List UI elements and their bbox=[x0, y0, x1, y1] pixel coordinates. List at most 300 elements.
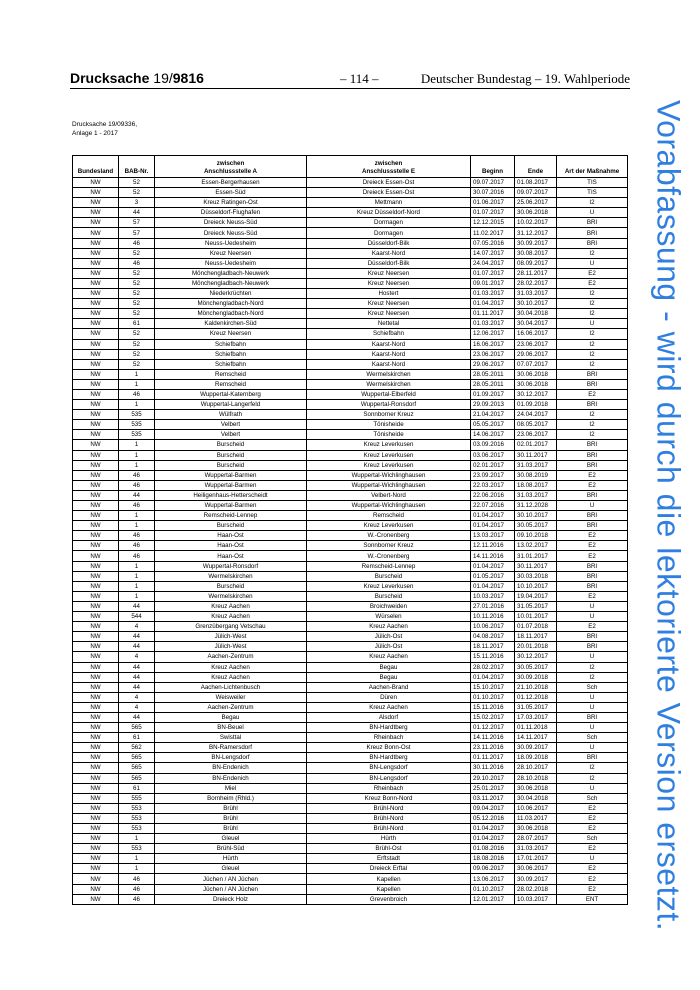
cell-bundesland: NW bbox=[73, 571, 119, 581]
cell-stelle-a: Kreuz Aachen bbox=[155, 672, 307, 682]
cell-stelle-a: Essen-Süd bbox=[155, 188, 307, 198]
cell-art: U bbox=[557, 723, 628, 733]
cell-bab: 46 bbox=[119, 874, 155, 884]
cell-ende: 28.07.2017 bbox=[515, 834, 557, 844]
cell-stelle-a: Mönchengladbach-Nord bbox=[155, 299, 307, 309]
cell-bundesland: NW bbox=[73, 379, 119, 389]
cell-stelle-e: Jülich-Ost bbox=[307, 632, 471, 642]
cell-beginn: 28.05.2011 bbox=[471, 379, 515, 389]
cell-stelle-e: Velbert-Nord bbox=[307, 490, 471, 500]
table-row bbox=[73, 349, 628, 359]
cell-stelle-e: Wermelskirchen bbox=[307, 379, 471, 389]
cell-stelle-e: Wuppertal-Wichlinghausen bbox=[307, 480, 471, 490]
cell-stelle-a: Kaldenkirchen-Süd bbox=[155, 319, 307, 329]
cell-beginn: 12.01.2017 bbox=[471, 894, 515, 904]
cell-stelle-a: Brühl bbox=[155, 803, 307, 813]
cell-art: U bbox=[557, 501, 628, 511]
cell-beginn: 01.04.2017 bbox=[471, 521, 515, 531]
cell-bundesland: NW bbox=[73, 753, 119, 763]
cell-stelle-a: Burscheid bbox=[155, 521, 307, 531]
cell-stelle-a: Wuppertal-Barmen bbox=[155, 501, 307, 511]
cell-art: E2 bbox=[557, 813, 628, 823]
cell-bab: 1 bbox=[119, 561, 155, 571]
cell-bab: 1 bbox=[119, 460, 155, 470]
cell-art: BRI bbox=[557, 490, 628, 500]
table-row bbox=[73, 571, 628, 581]
table-row bbox=[73, 773, 628, 783]
cell-beginn: 10.03.2017 bbox=[471, 591, 515, 601]
table-row bbox=[73, 198, 628, 208]
cell-bab: 1 bbox=[119, 521, 155, 531]
cell-bab: 1 bbox=[119, 379, 155, 389]
cell-beginn: 27.01.2016 bbox=[471, 601, 515, 611]
cell-beginn: 23.09.2017 bbox=[471, 470, 515, 480]
cell-stelle-a: Kreuz Neersen bbox=[155, 248, 307, 258]
cell-beginn: 01.07.2017 bbox=[471, 208, 515, 218]
cell-ende: 13.02.2017 bbox=[515, 541, 557, 551]
col-header-ende: Ende bbox=[515, 156, 557, 178]
cell-art: BRI bbox=[557, 521, 628, 531]
construction-sites-table bbox=[72, 155, 628, 905]
cell-stelle-e: Kapellen bbox=[307, 874, 471, 884]
cell-bundesland: NW bbox=[73, 854, 119, 864]
cell-beginn: 01.04.2017 bbox=[471, 672, 515, 682]
cell-bab: 535 bbox=[119, 420, 155, 430]
cell-beginn: 25.01.2017 bbox=[471, 783, 515, 793]
table-row bbox=[73, 884, 628, 894]
table-row bbox=[73, 581, 628, 591]
cell-bab: 46 bbox=[119, 480, 155, 490]
table-row bbox=[73, 662, 628, 672]
cell-art: TIS bbox=[557, 188, 628, 198]
cell-bundesland: NW bbox=[73, 248, 119, 258]
cell-bab: 44 bbox=[119, 490, 155, 500]
cell-bundesland: NW bbox=[73, 591, 119, 601]
table-row bbox=[73, 783, 628, 793]
cell-bab: 52 bbox=[119, 359, 155, 369]
cell-bundesland: NW bbox=[73, 864, 119, 874]
cell-bab: 1 bbox=[119, 864, 155, 874]
cell-stelle-e: Wuppertal-Ronsdorf bbox=[307, 400, 471, 410]
cell-stelle-a: Neuss-Uedesheim bbox=[155, 258, 307, 268]
cell-stelle-e: Kaarst-Nord bbox=[307, 248, 471, 258]
cell-stelle-e: Alsdorf bbox=[307, 712, 471, 722]
cell-bab: 61 bbox=[119, 319, 155, 329]
cell-bab: 52 bbox=[119, 268, 155, 278]
cell-stelle-e: Düsseldorf-Bilk bbox=[307, 238, 471, 248]
cell-stelle-e: Kreuz Leverkusen bbox=[307, 460, 471, 470]
cell-bundesland: NW bbox=[73, 420, 119, 430]
cell-bundesland: NW bbox=[73, 884, 119, 894]
cell-beginn: 18.11.2017 bbox=[471, 642, 515, 652]
cell-stelle-a: Gleuel bbox=[155, 834, 307, 844]
cell-ende: 10.03.2017 bbox=[515, 894, 557, 904]
cell-bundesland: NW bbox=[73, 723, 119, 733]
cell-ende: 30.05.2017 bbox=[515, 521, 557, 531]
cell-ende: 30.10.2017 bbox=[515, 299, 557, 309]
cell-stelle-e: Tönisheide bbox=[307, 420, 471, 430]
cell-stelle-e: Kreuz Leverkusen bbox=[307, 450, 471, 460]
cell-stelle-e: Kapellen bbox=[307, 884, 471, 894]
table-row bbox=[73, 561, 628, 571]
table-row bbox=[73, 218, 628, 228]
cell-art: U bbox=[557, 258, 628, 268]
cell-bundesland: NW bbox=[73, 763, 119, 773]
cell-beginn: 15.02.2017 bbox=[471, 712, 515, 722]
cell-bundesland: NW bbox=[73, 268, 119, 278]
cell-bab: 1 bbox=[119, 591, 155, 601]
cell-bundesland: NW bbox=[73, 299, 119, 309]
table-row bbox=[73, 743, 628, 753]
cell-stelle-e: Burscheid bbox=[307, 591, 471, 601]
cell-stelle-e: Brühl-Nord bbox=[307, 813, 471, 823]
cell-stelle-e: BN-Hardtberg bbox=[307, 753, 471, 763]
table-row bbox=[73, 258, 628, 268]
cell-stelle-a: Wuppertal-Barmen bbox=[155, 480, 307, 490]
cell-bundesland: NW bbox=[73, 208, 119, 218]
cell-ende: 18.08.2017 bbox=[515, 480, 557, 490]
cell-art: U bbox=[557, 319, 628, 329]
table-row bbox=[73, 652, 628, 662]
cell-stelle-a: Wuppertal-Katernberg bbox=[155, 389, 307, 399]
drucksache-label: Drucksache 19/9816 bbox=[70, 70, 204, 86]
cell-bundesland: NW bbox=[73, 561, 119, 571]
cell-stelle-e: Düren bbox=[307, 692, 471, 702]
cell-stelle-e: Hostert bbox=[307, 289, 471, 299]
cell-bundesland: NW bbox=[73, 359, 119, 369]
cell-bab: 57 bbox=[119, 228, 155, 238]
cell-bundesland: NW bbox=[73, 369, 119, 379]
cell-ende: 10.06.2017 bbox=[515, 803, 557, 813]
cell-beginn: 01.10.2017 bbox=[471, 884, 515, 894]
cell-bundesland: NW bbox=[73, 824, 119, 834]
cell-ende: 09.07.2017 bbox=[515, 188, 557, 198]
cell-art: U bbox=[557, 743, 628, 753]
cell-stelle-e: Begau bbox=[307, 662, 471, 672]
cell-bundesland: NW bbox=[73, 682, 119, 692]
cell-bab: 1 bbox=[119, 450, 155, 460]
cell-art: E2 bbox=[557, 470, 628, 480]
cell-art: I2 bbox=[557, 329, 628, 339]
cell-stelle-a: Haan-Ost bbox=[155, 531, 307, 541]
cell-bundesland: NW bbox=[73, 712, 119, 722]
table-row bbox=[73, 359, 628, 369]
cell-bab: 52 bbox=[119, 188, 155, 198]
cell-beginn: 16.06.2017 bbox=[471, 339, 515, 349]
cell-ende: 31.05.2017 bbox=[515, 601, 557, 611]
cell-stelle-e: Wuppertal-Wichlinghausen bbox=[307, 501, 471, 511]
cell-art: BRI bbox=[557, 450, 628, 460]
cell-art: I2 bbox=[557, 430, 628, 440]
cell-bab: 4 bbox=[119, 622, 155, 632]
cell-bundesland: NW bbox=[73, 511, 119, 521]
cell-ende: 14.11.2017 bbox=[515, 733, 557, 743]
cell-bab: 565 bbox=[119, 763, 155, 773]
cell-stelle-e: Mettmann bbox=[307, 198, 471, 208]
cell-ende: 30.04.2017 bbox=[515, 319, 557, 329]
cell-bundesland: NW bbox=[73, 652, 119, 662]
cell-stelle-e: Brühl-Nord bbox=[307, 824, 471, 834]
cell-bundesland: NW bbox=[73, 632, 119, 642]
cell-art: I2 bbox=[557, 289, 628, 299]
cell-art: BRI bbox=[557, 753, 628, 763]
cell-bab: 46 bbox=[119, 501, 155, 511]
cell-stelle-a: Aachen-Zentrum bbox=[155, 702, 307, 712]
cell-bab: 1 bbox=[119, 440, 155, 450]
cell-beginn: 09.07.2017 bbox=[471, 178, 515, 188]
cell-bundesland: NW bbox=[73, 622, 119, 632]
cell-art: E2 bbox=[557, 531, 628, 541]
cell-stelle-a: Jüchen / AN Jüchen bbox=[155, 874, 307, 884]
cell-bundesland: NW bbox=[73, 339, 119, 349]
cell-ende: 17.03.2017 bbox=[515, 712, 557, 722]
cell-bab: 553 bbox=[119, 803, 155, 813]
cell-ende: 30.04.2018 bbox=[515, 793, 557, 803]
col-header-art: Art der Maßnahme bbox=[557, 156, 628, 178]
drucksache-prefix: 19/ bbox=[153, 70, 173, 86]
cell-stelle-a: Burscheid bbox=[155, 581, 307, 591]
cell-art: I2 bbox=[557, 410, 628, 420]
table-row bbox=[73, 319, 628, 329]
table-row bbox=[73, 289, 628, 299]
cell-beginn: 13.03.2017 bbox=[471, 531, 515, 541]
cell-beginn: 01.07.2017 bbox=[471, 268, 515, 278]
cell-bundesland: NW bbox=[73, 551, 119, 561]
cell-ende: 30.09.2017 bbox=[515, 874, 557, 884]
cell-bundesland: NW bbox=[73, 460, 119, 470]
cell-bundesland: NW bbox=[73, 733, 119, 743]
table-row bbox=[73, 248, 628, 258]
cell-beginn: 22.07.2016 bbox=[471, 501, 515, 511]
cell-art: BRI bbox=[557, 218, 628, 228]
cell-bab: 44 bbox=[119, 672, 155, 682]
cell-ende: 31.03.2017 bbox=[515, 490, 557, 500]
cell-art: E2 bbox=[557, 803, 628, 813]
cell-art: U bbox=[557, 601, 628, 611]
cell-art: U bbox=[557, 612, 628, 622]
col-header-stelle-a bbox=[155, 156, 307, 178]
cell-art: E2 bbox=[557, 268, 628, 278]
cell-ende: 31.03.2017 bbox=[515, 460, 557, 470]
cell-beginn: 23.06.2017 bbox=[471, 349, 515, 359]
cell-ende: 01.07.2018 bbox=[515, 622, 557, 632]
cell-art: I2 bbox=[557, 299, 628, 309]
cell-stelle-e: Kreuz Bonn-Nord bbox=[307, 793, 471, 803]
cell-beginn: 01.11.2017 bbox=[471, 309, 515, 319]
cell-beginn: 14.11.2016 bbox=[471, 551, 515, 561]
table-row bbox=[73, 521, 628, 531]
page-header bbox=[70, 70, 630, 89]
cell-art: ENT bbox=[557, 894, 628, 904]
cell-beginn: 30.11.2016 bbox=[471, 763, 515, 773]
cell-stelle-e: BN-Hardtberg bbox=[307, 723, 471, 733]
cell-art: BRI bbox=[557, 632, 628, 642]
cell-beginn: 22.03.2017 bbox=[471, 480, 515, 490]
table-row bbox=[73, 379, 628, 389]
cell-beginn: 07.05.2016 bbox=[471, 238, 515, 248]
cell-art: I2 bbox=[557, 420, 628, 430]
table-row bbox=[73, 753, 628, 763]
cell-bab: 553 bbox=[119, 844, 155, 854]
parliament-title: Deutscher Bundestag – 19. Wahlperiode bbox=[420, 71, 630, 86]
cell-stelle-e: Kreuz Leverkusen bbox=[307, 521, 471, 531]
table-row bbox=[73, 369, 628, 379]
cell-stelle-a: Begau bbox=[155, 712, 307, 722]
cell-bundesland: NW bbox=[73, 601, 119, 611]
cell-bundesland: NW bbox=[73, 228, 119, 238]
table-row bbox=[73, 672, 628, 682]
cell-ende: 10.02.2017 bbox=[515, 218, 557, 228]
cell-stelle-a: Haan-Ost bbox=[155, 541, 307, 551]
table-row bbox=[73, 632, 628, 642]
cell-beginn: 01.05.2017 bbox=[471, 571, 515, 581]
cell-stelle-a: Kreuz Aachen bbox=[155, 662, 307, 672]
cell-art: BRI bbox=[557, 379, 628, 389]
cell-art: U bbox=[557, 652, 628, 662]
cell-beginn: 29.06.2017 bbox=[471, 359, 515, 369]
cell-stelle-a: Brühl-Süd bbox=[155, 844, 307, 854]
cell-bab: 46 bbox=[119, 258, 155, 268]
cell-beginn: 01.09.2017 bbox=[471, 389, 515, 399]
cell-stelle-a: Essen-Bergerhausen bbox=[155, 178, 307, 188]
cell-bab: 1 bbox=[119, 854, 155, 864]
cell-beginn: 13.06.2017 bbox=[471, 874, 515, 884]
cell-ende: 30.06.2018 bbox=[515, 208, 557, 218]
cell-stelle-a: BN-Beuel bbox=[155, 723, 307, 733]
cell-beginn: 05.12.2016 bbox=[471, 813, 515, 823]
cell-stelle-a: Aachen-Lichtenbusch bbox=[155, 682, 307, 692]
cell-bundesland: NW bbox=[73, 218, 119, 228]
table-row bbox=[73, 894, 628, 904]
cell-ende: 09.10.2018 bbox=[515, 531, 557, 541]
cell-beginn: 01.03.2017 bbox=[471, 289, 515, 299]
table-row bbox=[73, 531, 628, 541]
cell-beginn: 15.10.2017 bbox=[471, 682, 515, 692]
cell-bundesland: NW bbox=[73, 410, 119, 420]
cell-stelle-e: Grevenbroich bbox=[307, 894, 471, 904]
cell-stelle-a: Dreieck Holz bbox=[155, 894, 307, 904]
cell-art: I2 bbox=[557, 198, 628, 208]
cell-stelle-e: BN-Lengsdorf bbox=[307, 773, 471, 783]
cell-ende: 11.03.2017 bbox=[515, 813, 557, 823]
cell-stelle-e: Dormagen bbox=[307, 218, 471, 228]
cell-stelle-a: Velbert bbox=[155, 430, 307, 440]
cell-art: E2 bbox=[557, 541, 628, 551]
cell-art: Sch bbox=[557, 682, 628, 692]
cell-stelle-e: Wermelskirchen bbox=[307, 369, 471, 379]
cell-stelle-a: Burscheid bbox=[155, 460, 307, 470]
cell-ende: 30.06.2018 bbox=[515, 824, 557, 834]
cell-beginn: 01.06.2017 bbox=[471, 198, 515, 208]
cell-stelle-e: Kreuz Neersen bbox=[307, 278, 471, 288]
cell-beginn: 28.05.2011 bbox=[471, 369, 515, 379]
cell-stelle-e: Aachen-Brand bbox=[307, 682, 471, 692]
cell-art: E2 bbox=[557, 824, 628, 834]
cell-ende: 30.09.2018 bbox=[515, 672, 557, 682]
cell-bab: 46 bbox=[119, 551, 155, 561]
table-row bbox=[73, 339, 628, 349]
cell-stelle-e: Begau bbox=[307, 672, 471, 682]
watermark bbox=[648, 100, 688, 932]
cell-bab: 61 bbox=[119, 783, 155, 793]
table-row bbox=[73, 712, 628, 722]
cell-ende: 23.06.2017 bbox=[515, 430, 557, 440]
table-row bbox=[73, 268, 628, 278]
table-row bbox=[73, 723, 628, 733]
cell-bundesland: NW bbox=[73, 834, 119, 844]
table-row bbox=[73, 763, 628, 773]
cell-ende: 30.08.2019 bbox=[515, 470, 557, 480]
cell-art: I2 bbox=[557, 662, 628, 672]
cell-stelle-e: Dreieck Essen-Ost bbox=[307, 178, 471, 188]
cell-beginn: 03.09.2016 bbox=[471, 440, 515, 450]
cell-bab: 46 bbox=[119, 894, 155, 904]
cell-bundesland: NW bbox=[73, 743, 119, 753]
table-row bbox=[73, 834, 628, 844]
cell-stelle-a: BN-Endenich bbox=[155, 763, 307, 773]
cell-bundesland: NW bbox=[73, 238, 119, 248]
table-row bbox=[73, 228, 628, 238]
cell-beginn: 12.06.2017 bbox=[471, 329, 515, 339]
cell-bab: 3 bbox=[119, 198, 155, 208]
cell-bab: 4 bbox=[119, 652, 155, 662]
table-body bbox=[73, 178, 628, 905]
cell-bab: 565 bbox=[119, 773, 155, 783]
cell-stelle-e: Kreuz Leverkusen bbox=[307, 581, 471, 591]
table-row bbox=[73, 460, 628, 470]
cell-stelle-a: Jülich-West bbox=[155, 632, 307, 642]
cell-bab: 1 bbox=[119, 369, 155, 379]
table-row bbox=[73, 420, 628, 430]
cell-ende: 30.06.2018 bbox=[515, 369, 557, 379]
cell-bab: 52 bbox=[119, 339, 155, 349]
cell-ende: 08.05.2017 bbox=[515, 420, 557, 430]
cell-beginn: 09.06.2017 bbox=[471, 864, 515, 874]
cell-stelle-e: W.-Cronenberg bbox=[307, 551, 471, 561]
cell-bundesland: NW bbox=[73, 783, 119, 793]
cell-stelle-a: Schiefbahn bbox=[155, 339, 307, 349]
cell-bab: 1 bbox=[119, 400, 155, 410]
cell-bab: 4 bbox=[119, 692, 155, 702]
cell-ende: 30.12.2017 bbox=[515, 389, 557, 399]
cell-ende: 02.01.2017 bbox=[515, 440, 557, 450]
cell-stelle-a: BN-Ramersdorf bbox=[155, 743, 307, 753]
cell-art: Sch bbox=[557, 733, 628, 743]
cell-art: BRI bbox=[557, 642, 628, 652]
cell-ende: 18.09.2018 bbox=[515, 753, 557, 763]
cell-bab: 52 bbox=[119, 329, 155, 339]
cell-art: U bbox=[557, 702, 628, 712]
col-header-beginn: Beginn bbox=[471, 156, 515, 178]
cell-bab: 553 bbox=[119, 813, 155, 823]
cell-art: I2 bbox=[557, 248, 628, 258]
cell-stelle-a: Wuppertal-Langerfeld bbox=[155, 400, 307, 410]
cell-ende: 10.01.2017 bbox=[515, 612, 557, 622]
page-number: – 114 – bbox=[340, 71, 379, 86]
cell-beginn: 10.06.2017 bbox=[471, 622, 515, 632]
cell-beginn: 05.05.2017 bbox=[471, 420, 515, 430]
cell-stelle-a: Schiefbahn bbox=[155, 349, 307, 359]
cell-ende: 30.06.2018 bbox=[515, 379, 557, 389]
cell-stelle-a: Velbert bbox=[155, 420, 307, 430]
cell-stelle-a: Dreieck Neuss-Süd bbox=[155, 218, 307, 228]
cell-beginn: 01.04.2017 bbox=[471, 834, 515, 844]
cell-art: I2 bbox=[557, 359, 628, 369]
cell-ende: 30.11.2017 bbox=[515, 450, 557, 460]
cell-bab: 553 bbox=[119, 824, 155, 834]
cell-ende: 31.03.2017 bbox=[515, 844, 557, 854]
cell-stelle-e: Kreuz Düsseldorf-Nord bbox=[307, 208, 471, 218]
